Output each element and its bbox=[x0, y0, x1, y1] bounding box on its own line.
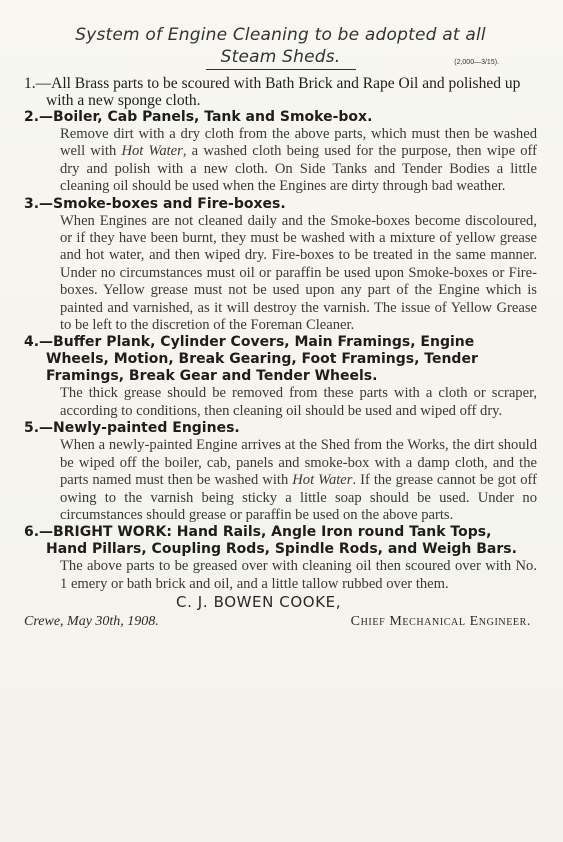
body-text: When a newly-painted Engine arrives at the Shed from the Works, the dirt should be wiped off the boiler, cab, panels and smoke-box with a damp cloth, and the parts named must then be washed with bbox=[60, 437, 537, 489]
section-body bbox=[24, 126, 537, 196]
section-heading: 5.—Newly-painted Engines. bbox=[24, 420, 240, 437]
notice-title bbox=[24, 24, 537, 68]
section-6 bbox=[24, 524, 537, 593]
emphasis-text: Hot Water bbox=[121, 143, 183, 160]
body-text: , a washed cloth being used for the purpose, then wipe off dry and polish with a new cloth. On Side Tanks and Tender Bodies a little cleaning oil should be used when the Engines are dirty through bad weather. bbox=[60, 143, 537, 195]
body-text: When Engines are not cleaned daily and the Smoke-boxes become discoloured, or if they have been burnt, they must be washed with a mixture of yellow grease and hot water, and then wiped dry. Fire-boxes to be treated in the same manner. Under no circumstances must oil or paraffin be used upon Smoke-boxes or Fire-boxes. Yellow grease must not be used upon any part of the Engine which is painted and varnished, as it will destroy the varnish. The issue of Yellow Grease to be left to the discretion of the Foreman Cleaner. bbox=[60, 212, 537, 334]
date-line: Crewe, May 30th, 1908. bbox=[24, 614, 159, 630]
section-5 bbox=[24, 420, 537, 524]
signatory-role: Chief Mechanical Engineer. bbox=[350, 614, 531, 630]
footer-row bbox=[24, 614, 537, 630]
section-body bbox=[24, 213, 537, 335]
section-heading: 3.—Smoke-boxes and Fire-boxes. bbox=[24, 195, 286, 212]
title-line-2-text: Steam Sheds. bbox=[220, 47, 341, 67]
title-line-2 bbox=[24, 46, 537, 68]
emphasis-text: Hot Water bbox=[292, 472, 353, 489]
section-heading: 2.—Boiler, Cab Panels, Tank and Smoke-box. bbox=[24, 109, 373, 125]
section-1 bbox=[24, 75, 537, 109]
section-3 bbox=[24, 196, 537, 335]
section-heading: 1.—All Brass parts to be scoured with Bath Brick and Rape Oil and polished up with a new sponge cloth. bbox=[24, 75, 521, 109]
section-body bbox=[24, 437, 537, 524]
section-heading: 6.—BRIGHT WORK: Hand Rails, Angle Iron round Tank Tops, Hand Pillars, Coupling Rods, Spindle Rods, and Weigh Bars. bbox=[24, 524, 517, 558]
print-code: (2,000—3/15). bbox=[454, 59, 499, 66]
body-text: . If the grease cannot be got off owing to the varnish being sticky a little soap should be used. Under no circumstances should grease or paraffin be used on the above parts. bbox=[60, 472, 537, 523]
title-line-1: System of Engine Cleaning to be adopted at all bbox=[75, 25, 486, 45]
section-4 bbox=[24, 334, 537, 420]
body-text: The above parts to be greased over with cleaning oil then scoured over with No. 1 emery or bath brick and oil, and a little tallow rubbed over them. bbox=[60, 558, 537, 592]
section-2 bbox=[24, 109, 537, 196]
section-body bbox=[24, 558, 537, 593]
body-text: Remove dirt with a dry cloth from the above parts, which must then be washed well with bbox=[60, 126, 537, 160]
title-rule bbox=[206, 69, 356, 70]
section-body bbox=[24, 385, 537, 420]
signature: C. J. BOWEN COOKE, bbox=[176, 593, 342, 612]
body-text: The thick grease should be removed from these parts with a cloth or scraper, according to conditions, then cleaning oil should be used and wiped off dry. bbox=[60, 385, 537, 419]
sections-container bbox=[24, 75, 537, 593]
section-heading: 4.—Buffer Plank, Cylinder Covers, Main Framings, Engine Wheels, Motion, Break Gearing, Foot Framings, Tender Framings, Break Gear and Tender Wheels. bbox=[24, 334, 478, 385]
